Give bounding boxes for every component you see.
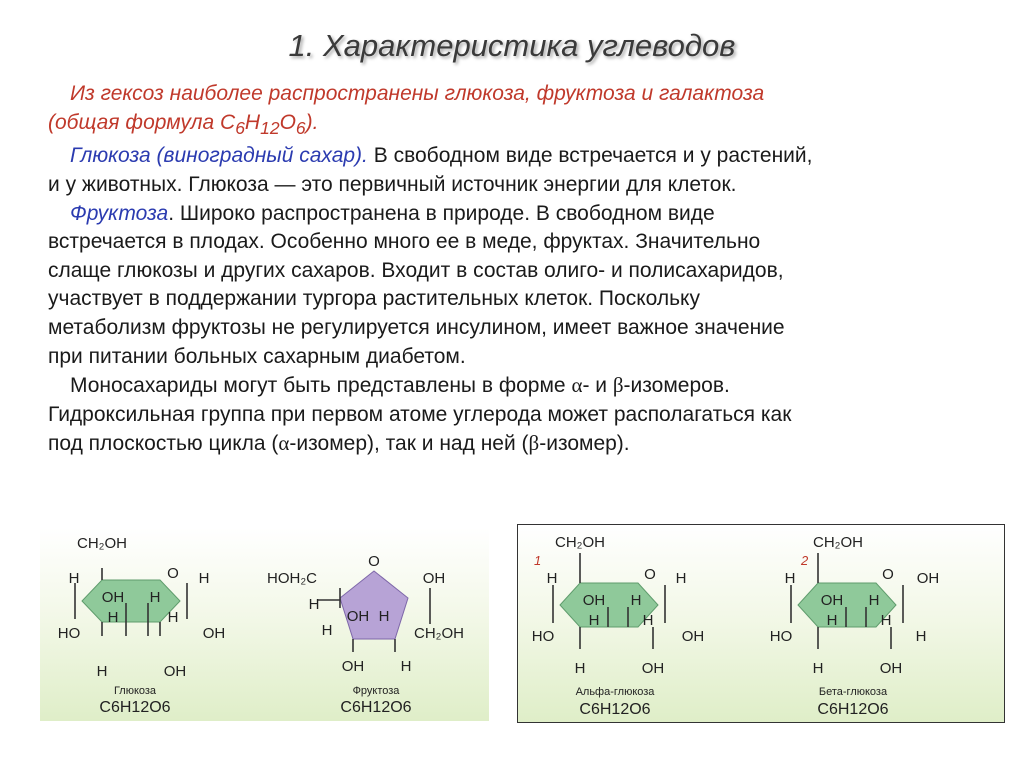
alpha-glucose-formula: C6H12O6 xyxy=(579,701,651,718)
fructose-h3: H xyxy=(321,622,333,639)
glucose-h9: H xyxy=(96,663,108,680)
glucose-term: Глюкоза (виноградный сахар). xyxy=(70,144,368,168)
glucose-fructose-svg xyxy=(40,528,489,721)
fructose-h1: H xyxy=(308,596,320,613)
glucose-name: Глюкоза xyxy=(113,685,157,697)
beta-h7: H xyxy=(826,612,838,629)
fructose-h7: H xyxy=(400,658,412,675)
label-num-1: 1 xyxy=(534,553,542,568)
isomers-l1b: - и xyxy=(582,374,613,398)
formula-o: О xyxy=(279,110,296,134)
alpha-oh6: OH xyxy=(681,628,705,645)
fructose-ring xyxy=(340,571,408,639)
glucose-h8: H xyxy=(167,609,179,626)
alpha-ring-o: O xyxy=(644,566,656,583)
isomers-l1a: Моносахариды могут быть представлены в форме xyxy=(70,374,572,398)
paragraph-fructose xyxy=(48,200,988,229)
alpha-ho5: HO xyxy=(531,628,555,645)
fructose-term: Фруктоза xyxy=(70,201,169,225)
glucose-oh3: OH xyxy=(101,589,125,606)
glucose-oh6: OH xyxy=(202,625,226,642)
fructose-h4: H xyxy=(378,608,390,625)
alpha-h9: H xyxy=(574,660,586,677)
beta-h8: H xyxy=(880,612,892,629)
beta-h1: H xyxy=(784,570,796,587)
fructose-line1: . Широко распространена в природе. В свободном виде xyxy=(168,201,715,225)
alpha-h4: H xyxy=(630,592,642,609)
paragraph-hexoses xyxy=(48,80,988,109)
isomers-l3c: -изомер). xyxy=(539,432,630,456)
paragraph-glucose xyxy=(48,142,988,171)
glucose-formula: C6H12O6 xyxy=(99,699,171,716)
alpha-symbol-2: α xyxy=(278,431,290,456)
isomers-l3b: -изомер), так и над ней ( xyxy=(289,432,529,456)
beta-symbol-2: β xyxy=(528,431,540,456)
beta-oh3: OH xyxy=(820,592,844,609)
alpha-oh3: OH xyxy=(582,592,606,609)
formula-h: Н xyxy=(244,110,261,134)
formula-sub-h: 12 xyxy=(260,117,280,138)
fructose-name: Фруктоза xyxy=(352,685,400,697)
isomers-l1c: -изомеров. xyxy=(623,374,730,398)
fructose-line6: при питании больных сахарным диабетом. xyxy=(48,344,466,368)
fructose-oh2: OH xyxy=(422,570,446,587)
alpha-h7: H xyxy=(588,612,600,629)
alpha-oh10: OH xyxy=(641,660,665,677)
fructose-line5: метаболизм фруктозы не регулируется инсулином, имеет важное значение xyxy=(48,315,785,339)
fructose-ring-o: O xyxy=(368,553,380,570)
glucose-ho5: HO xyxy=(57,625,81,642)
isomers-line3 xyxy=(48,429,988,459)
alpha-symbol: α xyxy=(571,373,583,398)
body-text xyxy=(48,80,988,459)
alpha-beta-glucose-svg xyxy=(518,525,1004,722)
glucose-ring-o: O xyxy=(167,565,179,582)
beta-h6: H xyxy=(915,628,927,645)
glucose-ring xyxy=(82,580,180,622)
glucose-line1: В свободном виде встречается и у растений, xyxy=(367,144,813,168)
glucose-oh10: OH xyxy=(163,663,187,680)
glucose-h7: H xyxy=(107,609,119,626)
general-formula xyxy=(48,109,988,143)
paragraph-isomers xyxy=(48,371,988,401)
fructose-line3: слаще глюкозы и других сахаров. Входит в состав олиго- и полисахаридов, xyxy=(48,258,784,282)
beta-ring-o: O xyxy=(882,566,894,583)
fructose-oh6: OH xyxy=(341,658,365,675)
beta-symbol: β xyxy=(612,373,624,398)
glucose-h2: H xyxy=(198,570,210,587)
fructose-oh5: OH xyxy=(346,608,370,625)
alpha-h8: H xyxy=(642,612,654,629)
beta-oh2: OH xyxy=(916,570,940,587)
label-num-2: 2 xyxy=(801,553,809,568)
glucose-h4: H xyxy=(149,589,161,606)
fructose-ch2oh: CH₂OH xyxy=(414,625,464,642)
beta-ho5: HO xyxy=(769,628,793,645)
isomers-l3a: под плоскостью цикла ( xyxy=(48,432,279,456)
alpha-h2: H xyxy=(675,570,687,587)
glucose-fructose-figure xyxy=(40,528,489,721)
beta-h4: H xyxy=(868,592,880,609)
fructose-formula: C6H12O6 xyxy=(340,699,412,716)
formula-sub-o: 6 xyxy=(295,117,306,138)
formula-sub-c: 6 xyxy=(235,117,245,138)
beta-oh10: OH xyxy=(879,660,903,677)
alpha-glucose-name: Альфа-глюкоза xyxy=(575,686,655,698)
beta-h9: H xyxy=(812,660,824,677)
glucose-ch2oh: CH₂OH xyxy=(77,535,127,552)
fructose-hoh2c: HOH₂C xyxy=(267,570,317,587)
fructose-line4: участвует в поддержании тургора растительных клеток. Поскольку xyxy=(48,287,700,311)
beta-glucose-name: Бета-глюкоза xyxy=(818,686,888,698)
formula-suffix: ). xyxy=(305,110,319,134)
fructose-line2: встречается в плодах. Особенно много ее в меде, фруктах. Значительно xyxy=(48,230,761,254)
beta-glucose-formula: C6H12O6 xyxy=(817,701,889,718)
hexoses-text: Из гексоз наиболее распространены глюкоза, фруктоза и галактоза xyxy=(70,82,765,105)
glucose-line2: и у животных. Глюкоза — это первичный источник энергии для клеток. xyxy=(48,172,737,196)
formula-prefix: (общая формула С xyxy=(48,110,236,134)
glucose-h1: H xyxy=(68,570,80,587)
alpha-h1: H xyxy=(546,570,558,587)
alpha-beta-glucose-figure xyxy=(517,524,1005,723)
slide-title: 1. Характеристика углеводов xyxy=(288,28,736,63)
alpha-ch2oh: CH₂OH xyxy=(555,534,605,551)
beta-ch2oh: CH₂OH xyxy=(813,534,863,551)
isomers-line2: Гидроксильная группа при первом атоме углерода может располагаться как xyxy=(48,402,792,426)
